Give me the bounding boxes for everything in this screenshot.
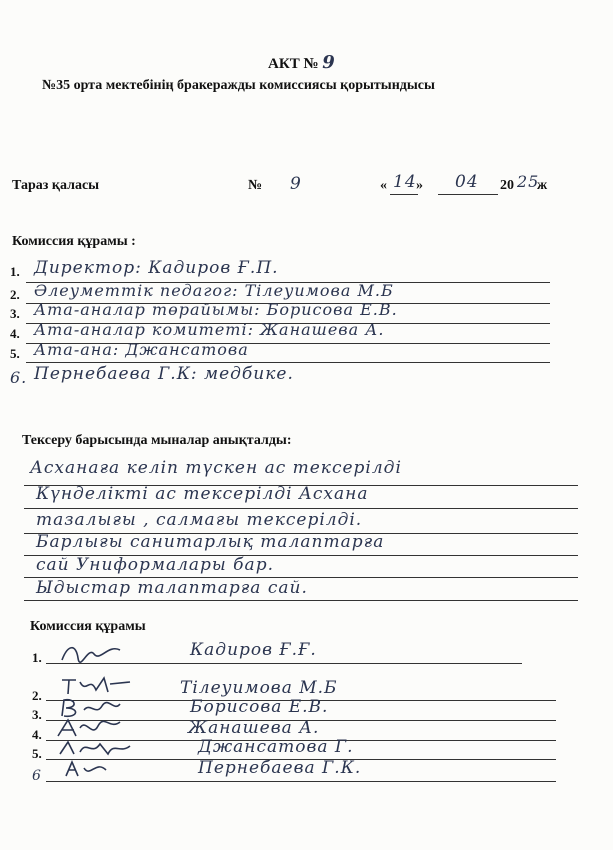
signature-number: 5. <box>32 746 42 761</box>
signature-number: 3. <box>32 707 42 722</box>
signature-number: 2. <box>32 688 42 703</box>
year-prefix: 20 <box>500 178 514 193</box>
month-underline <box>438 194 498 195</box>
signatures-heading: Комиссия құрамы <box>30 619 146 634</box>
commission-heading: Комиссия құрамы : <box>12 234 136 249</box>
member-entry: Әлеуметтік педагог: Тілеуимова М.Б <box>34 281 394 300</box>
signature-name: Пернебаева Г.К. <box>198 758 362 778</box>
signature-scribble <box>56 736 136 760</box>
day-underline <box>390 194 418 195</box>
number-value: 9 <box>290 174 302 194</box>
member-entry: Директор: Кадиров Ғ.П. <box>34 258 279 278</box>
signature-line <box>46 781 556 782</box>
finding-rule <box>24 508 578 509</box>
finding-line: тазалығы , салмағы тексерілді. <box>36 510 363 530</box>
signature-number: 6 <box>32 768 42 784</box>
member-line <box>26 362 550 363</box>
signature-name: Кадиров Ғ.Ғ. <box>190 640 317 660</box>
act-subtitle: №35 орта мектебінің бракеражды комиссиясы қорытындысы <box>42 78 435 93</box>
signature-name: Борисова Е.В. <box>190 697 329 717</box>
member-number: 2. <box>10 287 20 302</box>
finding-line: Асханаға келіп түскен ас тексерілді <box>30 458 402 478</box>
member-number: 6. <box>10 368 28 387</box>
member-entry: Ата-аналар төрайымы: Борисова Е.В. <box>34 300 398 319</box>
finding-line: сай Униформалары бар. <box>36 555 274 575</box>
member-number: 1. <box>10 264 20 279</box>
finding-line: Күнделікті ас тексерілді Асхана <box>36 484 369 504</box>
finding-rule <box>24 600 578 601</box>
month-value: 04 <box>455 172 479 192</box>
number-label: № <box>248 178 263 193</box>
signature-scribble <box>56 672 136 698</box>
signature-number: 4. <box>32 727 42 742</box>
act-number: 9 <box>322 52 336 73</box>
signature-scribble <box>58 640 128 664</box>
day-open-quote: « <box>380 178 387 193</box>
member-number: 3. <box>10 306 20 321</box>
year-unit: ж <box>537 178 548 193</box>
city-label: Тараз қаласы <box>12 178 100 193</box>
finding-line: Барлығы санитарлық талаптарға <box>36 532 385 552</box>
member-number: 4. <box>10 326 20 341</box>
member-entry: Ата-аналар комитеті: Жанашева А. <box>34 320 385 339</box>
act-label: АКТ № <box>268 56 319 72</box>
inspection-heading: Тексеру барысында мыналар анықталды: <box>22 433 292 448</box>
signature-scribble <box>62 758 112 782</box>
signature-line <box>46 663 522 664</box>
act-title <box>268 52 336 73</box>
signature-name: Тілеуимова М.Б <box>180 678 338 698</box>
signature-name: Жанашева А. <box>188 718 320 738</box>
signature-number: 1. <box>32 650 42 665</box>
member-entry: Ата-ана: Джансатова <box>34 340 249 359</box>
day-value: 14 <box>393 172 417 192</box>
signature-name: Джансатова Г. <box>198 737 354 757</box>
finding-line: Ыдыстар талаптарға сай. <box>36 578 308 598</box>
year-suffix: 25 <box>517 172 540 191</box>
day-close-quote: » <box>416 178 423 193</box>
member-entry: Пернебаева Г.К: медбике. <box>34 364 294 384</box>
member-number: 5. <box>10 346 20 361</box>
